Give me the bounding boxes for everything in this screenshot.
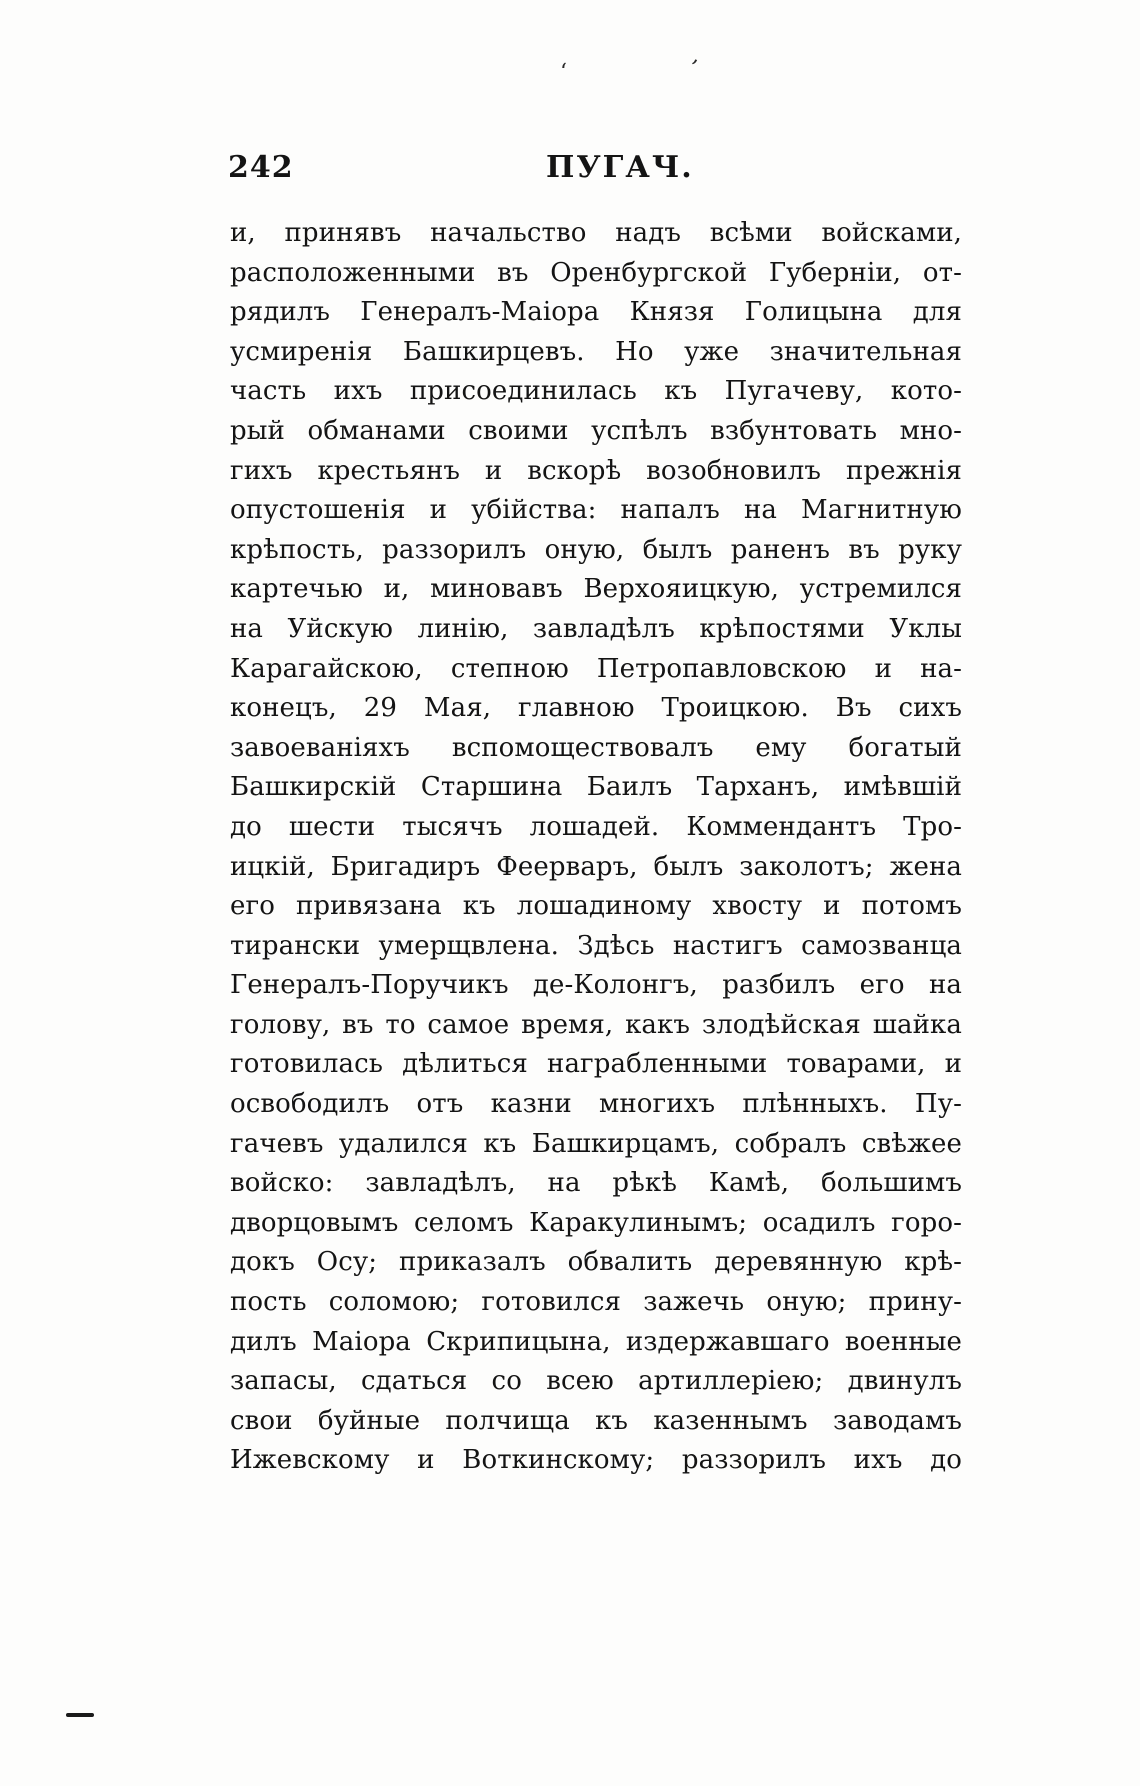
- body-text: [230, 214, 962, 1481]
- text-line: голову, въ то самое время, какъ злодѣйская шайка: [230, 1009, 962, 1040]
- text-line: рядилъ Генералъ-Маіора Князя Голицына для: [230, 297, 962, 328]
- text-line: и, принявъ начальство надъ всѣми войсками,: [230, 218, 962, 248]
- text-line: запасы, сдаться со всею артиллеріею; двинулъ: [230, 1366, 962, 1397]
- margin-mark: [66, 1713, 94, 1717]
- text-line: готовилась дѣлиться награбленными товарами, и: [230, 1049, 962, 1080]
- text-line: картечью и, миновавъ Верхояицкую, устремился: [230, 574, 962, 605]
- text-line: расположенными въ Оренбургской Губерніи, от-: [230, 257, 962, 288]
- page-header: [228, 150, 962, 190]
- text-line: Карагайскою, степною Петропавловскою и на-: [230, 653, 962, 684]
- text-line: свои буйные полчища къ казеннымъ заводамъ: [230, 1405, 962, 1436]
- text-line: до шести тысячъ лошадей. Коммендантъ Тро-: [230, 811, 962, 842]
- text-line: рый обманами своими успѣлъ взбунтовать мно-: [230, 415, 962, 446]
- text-line: часть ихъ присоединилась къ Пугачеву, кото-: [230, 376, 962, 407]
- text-line: гачевъ удалился къ Башкирцамъ, собралъ свѣжее: [230, 1128, 962, 1159]
- text-line: дворцовымъ селомъ Каракулинымъ; осадилъ горо-: [230, 1207, 962, 1238]
- text-line: войско: завладѣлъ, на рѣкѣ Камѣ, большимъ: [230, 1168, 962, 1199]
- text-line: конецъ, 29 Мая, главною Троицкою. Въ сихъ: [230, 693, 962, 724]
- text-line: его привязана къ лошадиному хвосту и потомъ: [230, 891, 962, 922]
- text-line: завоеваніяхъ вспомоществовалъ ему богатый: [230, 732, 962, 763]
- text-line: освободилъ отъ казни многихъ плѣнныхъ. Пу-: [230, 1089, 962, 1120]
- text-line: пость соломою; готовился зажечь оную; прину-: [230, 1287, 962, 1318]
- ink-speck: ʼ: [683, 55, 700, 82]
- text-line: ицкій, Бригадиръ Феерваръ, былъ заколотъ; жена: [230, 851, 962, 882]
- text-line: опустошенія и убійства: напалъ на Магнитную: [230, 495, 962, 526]
- text-line: на Уйскую линію, завладѣлъ крѣпостями Уклы: [230, 613, 962, 644]
- text-line: Башкирскій Старшина Баилъ Тарханъ, имѣвшій: [230, 772, 962, 803]
- text-line: гихъ крестьянъ и вскорѣ возобновилъ прежнія: [230, 455, 962, 486]
- text-line: дилъ Маіора Скрипицына, издержавшаго военные: [230, 1326, 962, 1357]
- running-head: ПУГАЧ.: [546, 150, 694, 185]
- text-line: Ижевскому и Воткинскому; раззорилъ ихъ до: [230, 1445, 962, 1476]
- text-line: тирански умерщвлена. Здѣсь настигъ самозванца: [230, 930, 962, 961]
- text-line: докъ Осу; приказалъ обвалить деревянную крѣ-: [230, 1247, 962, 1278]
- text-line: крѣпость, раззорилъ оную, былъ раненъ въ руку: [230, 534, 962, 565]
- page-number: 242: [228, 150, 294, 185]
- text-line: усмиренія Башкирцевъ. Но уже значительная: [230, 336, 962, 367]
- ink-speck: ʻ: [560, 60, 567, 85]
- text-line: Генералъ-Поручикъ де-Колонгъ, разбилъ его на: [230, 970, 962, 1001]
